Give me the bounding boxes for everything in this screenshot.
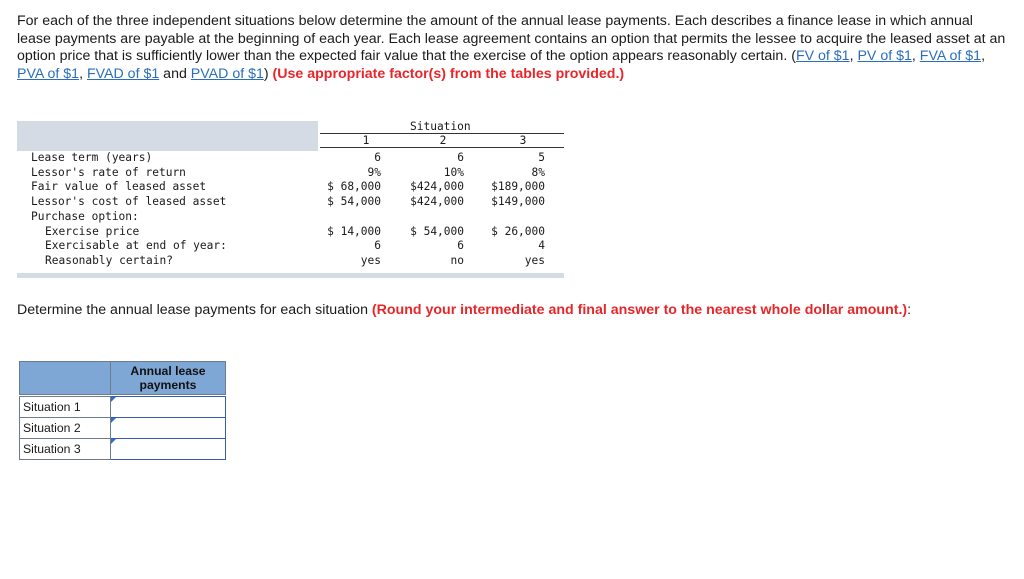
row-label: Lessor's cost of leased asset xyxy=(31,195,227,209)
situation-2-payment-input[interactable] xyxy=(111,418,225,438)
table-header-band xyxy=(17,121,318,151)
question-tail: : xyxy=(907,302,912,318)
answer-cell xyxy=(111,439,226,460)
table-cell: 6 xyxy=(457,151,464,164)
link-fv-of-1[interactable]: FV of $1 xyxy=(795,48,850,65)
row-label: Lease term (years) xyxy=(31,151,153,164)
row-label: Fair value of leased asset xyxy=(31,180,207,194)
question-text xyxy=(17,302,1007,320)
separator: ) xyxy=(263,65,273,82)
separator: and xyxy=(159,65,191,82)
answer-cell xyxy=(111,418,226,439)
row-label: Reasonably certain? xyxy=(45,253,173,267)
link-fva-of-1[interactable]: FVA of $1 xyxy=(919,48,982,65)
annual-lease-payments-header: Annual lease payments xyxy=(111,362,226,395)
table-cell: $ 54,000 xyxy=(327,195,381,209)
link-fvad-of-1[interactable]: FVAD of $1 xyxy=(86,65,160,82)
table-cell: yes xyxy=(360,253,381,267)
row-label: Exercise price xyxy=(45,224,140,238)
header-blank-cell xyxy=(20,362,111,395)
row-label: Exercisable at end of year: xyxy=(45,239,227,253)
table-cell: 6 xyxy=(457,239,464,253)
table-cell: $189,000 xyxy=(491,180,545,194)
separator: , xyxy=(981,48,986,65)
input-flag-icon xyxy=(111,397,116,402)
table-cell: $424,000 xyxy=(410,180,464,194)
row-label: Purchase option: xyxy=(31,209,139,223)
answer-table xyxy=(19,361,226,460)
table-cell: 4 xyxy=(538,239,545,253)
column-header: 1 xyxy=(362,134,370,147)
table-cell: 6 xyxy=(374,151,381,164)
situation-header: Situation xyxy=(410,120,471,133)
table-cell: 5 xyxy=(538,151,545,164)
input-flag-icon xyxy=(111,418,116,423)
situation-1-payment-input[interactable] xyxy=(111,397,225,417)
answer-row-label: Situation 3 xyxy=(20,439,111,460)
table-cell: 6 xyxy=(374,239,381,253)
table-cell: $ 26,000 xyxy=(491,224,545,238)
rounding-instruction: (Round your intermediate and final answer to the nearest whole dollar amount.) xyxy=(371,302,908,318)
answer-row xyxy=(20,418,226,439)
table-cell: no xyxy=(450,253,464,267)
link-pvad-of-1[interactable]: PVAD of $1 xyxy=(190,65,264,82)
factor-instruction: (Use appropriate factor(s) from the tables provided.) xyxy=(272,65,625,82)
separator: , xyxy=(911,48,920,65)
table-cell: 8% xyxy=(531,165,545,179)
answer-row xyxy=(20,439,226,460)
table-cell: 10% xyxy=(443,165,464,179)
answer-cell xyxy=(111,397,226,418)
answer-header-row xyxy=(20,362,226,395)
table-footer-band xyxy=(17,273,564,278)
problem-intro: For each of the three independent situations below determine the amount of the annual lease payments. Each describes a finance lease in which annual lease payments are payable at the beginning of each year. Each lease agreement contains an option that permits the lessee to acquire the leased asset at an option price that is sufficiently lower than the expected fair value that the exercise of the option appears reasonably certain. ( xyxy=(17,13,1006,65)
table-cell: $424,000 xyxy=(410,195,464,209)
separator: , xyxy=(849,48,858,65)
column-header: 3 xyxy=(519,134,527,147)
separator: , xyxy=(79,65,87,82)
link-pv-of-1[interactable]: PV of $1 xyxy=(857,48,912,65)
answer-row xyxy=(20,397,226,418)
table-cell: $149,000 xyxy=(491,195,545,209)
table-cell: $ 54,000 xyxy=(410,224,464,238)
table-cell: $ 14,000 xyxy=(327,224,381,238)
situation-data-table xyxy=(17,118,564,278)
situation-3-payment-input[interactable] xyxy=(111,439,225,459)
problem-statement xyxy=(17,13,1007,83)
table-cell: 9% xyxy=(367,165,381,179)
column-header: 2 xyxy=(439,134,447,147)
answer-row-label: Situation 2 xyxy=(20,418,111,439)
table-cell: $ 68,000 xyxy=(327,180,381,194)
table-cell: yes xyxy=(524,253,545,267)
row-label: Lessor's rate of return xyxy=(31,165,186,179)
link-pva-of-1[interactable]: PVA of $1 xyxy=(17,65,80,82)
question-body: Determine the annual lease payments for each situation xyxy=(17,302,372,318)
answer-row-label: Situation 1 xyxy=(20,397,111,418)
input-flag-icon xyxy=(111,439,116,444)
